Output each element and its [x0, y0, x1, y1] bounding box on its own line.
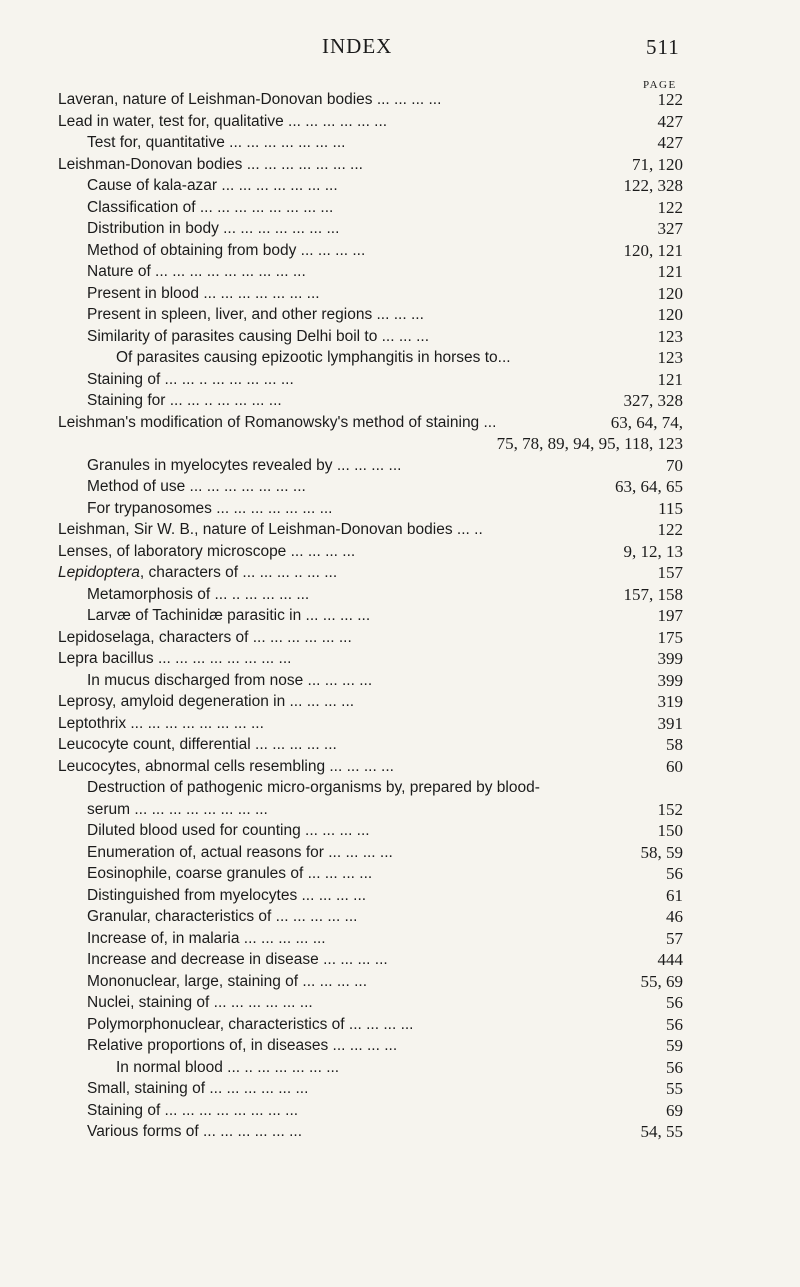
entry-label: Staining of ... ... .. ... ... ... ... ...: [87, 370, 294, 388]
entry-pages: 157: [657, 563, 683, 582]
entry-pages: 399: [657, 649, 683, 668]
index-entry: [0, 519, 800, 541]
entry-pages: 54, 55: [640, 1122, 683, 1141]
entry-label: Small, staining of ... ... ... ... ... ...: [87, 1080, 309, 1097]
index-entry: [0, 433, 800, 455]
entry-pages: 427: [657, 133, 683, 152]
entry-label-rest: , characters of ... ... ... .. ... ...: [139, 564, 338, 581]
index-entry: [0, 1100, 800, 1122]
entry-label: Various forms of ... ... ... ... ... ...: [87, 1123, 303, 1140]
index-entry: [0, 218, 800, 240]
entry-label: Similarity of parasites causing Delhi boil to ... ... ...: [87, 327, 429, 345]
entry-label: Enumeration of, actual reasons for ... ... ... ...: [87, 843, 393, 861]
entry-pages: 120: [657, 283, 683, 303]
entry-label: Mononuclear, large, staining of ... ... ... ...: [87, 972, 368, 990]
index-entry: [0, 562, 800, 584]
index-entry: [0, 584, 800, 606]
index-entry: [0, 240, 800, 262]
entry-pages: 60: [666, 756, 683, 776]
entry-pages: 55, 69: [640, 971, 683, 991]
entry-pages: 122: [657, 520, 683, 539]
entry-pages: 115: [658, 498, 683, 518]
entry-label: [58, 562, 337, 584]
entry-pages: 59: [666, 1036, 683, 1055]
entry-label: Present in blood ... ... ... ... ... ... ...: [87, 284, 320, 302]
entry-pages: 152: [657, 799, 683, 819]
index-entry: [0, 154, 800, 176]
index-entry: [0, 992, 800, 1014]
entry-label: Test for, quantitative ... ... ... ... ... ... ...: [87, 134, 346, 151]
entry-pages: 46: [666, 907, 683, 926]
entry-pages: 150: [657, 821, 683, 840]
entry-label: Cause of kala-azar ... ... ... ... ... ... ...: [87, 177, 338, 194]
entry-pages: 57: [666, 928, 683, 948]
page-column-label: PAGE: [643, 79, 677, 91]
entry-label: Increase and decrease in disease ... ... ... ...: [87, 951, 388, 968]
entry-label: Nuclei, staining of ... ... ... ... ... ...: [87, 994, 313, 1011]
entry-label: Method of use ... ... ... ... ... ... ...: [87, 478, 306, 495]
index-entries: [0, 89, 800, 1143]
entry-pages: 56: [666, 864, 683, 883]
entry-pages: 399: [657, 670, 683, 690]
running-title: INDEX: [322, 34, 393, 58]
index-entry: [0, 906, 800, 928]
index-entry: [0, 734, 800, 756]
entry-pages: 69: [666, 1100, 683, 1120]
entry-italic-term: Lepidoptera: [58, 564, 140, 581]
entry-pages: 121: [657, 369, 683, 389]
entry-label: Relative proportions of, in diseases ... ... ... ...: [87, 1037, 398, 1054]
entry-label: Present in spleen, liver, and other regions ... ... ...: [87, 306, 424, 323]
entry-label: Leucocyte count, differential ... ... ... ... ...: [58, 736, 337, 753]
entry-label: Nature of ... ... ... ... ... ... ... ... ...: [87, 263, 306, 280]
entry-label: Leptothrix ... ... ... ... ... ... ... ...: [58, 714, 264, 732]
entry-pages: 123: [657, 348, 683, 367]
entry-pages: 58, 59: [640, 842, 683, 862]
index-entry: [0, 799, 800, 821]
entry-pages: 327: [657, 219, 683, 238]
index-entry: [0, 842, 800, 864]
entry-pages: 120, 121: [623, 240, 683, 260]
entry-label: Destruction of pathogenic micro-organisms by, prepared by blood-: [87, 779, 540, 796]
entry-label: Diluted blood used for counting ... ... ... ...: [87, 822, 370, 839]
entry-pages: 327, 328: [623, 391, 683, 410]
entry-pages: 391: [657, 713, 683, 733]
entry-pages: 122: [657, 90, 683, 109]
entry-label: In mucus discharged from nose ... ... ... ...: [87, 671, 373, 689]
index-entry: [0, 691, 800, 713]
entry-label: Increase of, in malaria ... ... ... ... ...: [87, 929, 326, 947]
index-entry: [0, 175, 800, 197]
index-entry: [0, 820, 800, 842]
entry-label: Larvæ of Tachinidæ parasitic in ... ... ... ...: [87, 607, 371, 624]
index-entry: [0, 197, 800, 219]
index-entry: [0, 476, 800, 498]
entry-label: Lead in water, test for, qualitative ... ... ... ... ... ...: [58, 112, 388, 130]
entry-label: Of parasites causing epizootic lymphangitis in horses to...: [116, 349, 511, 366]
index-entry: [0, 1014, 800, 1036]
entry-pages: 9, 12, 13: [623, 541, 683, 561]
entry-label: Distribution in body ... ... ... ... ... ... ...: [87, 220, 340, 237]
entry-pages: 56: [666, 993, 683, 1012]
entry-pages: 56: [666, 1057, 683, 1077]
index-entry: [0, 89, 800, 111]
entry-pages: 175: [657, 627, 683, 647]
index-entry: [0, 1057, 800, 1079]
index-entry: [0, 756, 800, 778]
entry-label: Staining of ... ... ... ... ... ... ... ...: [87, 1101, 299, 1119]
index-entry: [0, 541, 800, 563]
entry-label: Metamorphosis of ... .. ... ... ... ...: [87, 585, 310, 603]
entry-pages: 56: [666, 1014, 683, 1034]
index-entry: [0, 971, 800, 993]
entry-label: serum ... ... ... ... ... ... ... ...: [87, 800, 268, 818]
page-number: 511: [646, 35, 680, 59]
index-entry: [0, 261, 800, 283]
index-entry: [0, 369, 800, 391]
index-entry: [0, 412, 800, 434]
index-entry: [0, 863, 800, 885]
entry-label: Leishman's modification of Romanowsky's method of staining ...: [58, 413, 497, 431]
entry-label: Leishman-Donovan bodies ... ... ... ... ... ... ...: [58, 155, 363, 173]
index-entry: [0, 777, 800, 799]
entry-label: Distinguished from myelocytes ... ... ... ...: [87, 886, 367, 904]
entry-pages: 122, 328: [623, 176, 683, 195]
index-entry: [0, 390, 800, 412]
entry-pages: 70: [666, 455, 683, 475]
entry-label: Granules in myelocytes revealed by ... ... ... ...: [87, 456, 402, 474]
entry-label: Granular, characteristics of ... ... ... ... ...: [87, 908, 358, 925]
index-entry: [0, 132, 800, 154]
entry-label: Laveran, nature of Leishman-Donovan bodies ... ... ... ...: [58, 91, 442, 108]
index-entry: [0, 648, 800, 670]
entry-label: Method of obtaining from body ... ... ... ...: [87, 241, 366, 259]
entry-pages: 122: [657, 197, 683, 217]
entry-pages: 121: [657, 262, 683, 281]
entry-label: For trypanosomes ... ... ... ... ... ... ...: [87, 499, 333, 517]
entry-pages: 63, 64, 65: [615, 477, 683, 496]
entry-pages: 197: [657, 606, 683, 625]
index-entry: [0, 1078, 800, 1100]
entry-label: Leprosy, amyloid degeneration in ... ... ... ...: [58, 693, 355, 710]
entry-label: Lepra bacillus ... ... ... ... ... ... ... ...: [58, 650, 292, 667]
entry-pages: 61: [666, 885, 683, 905]
index-entry: [0, 455, 800, 477]
entry-pages: 58: [666, 735, 683, 754]
index-entry: [0, 304, 800, 326]
entry-pages: 63, 64, 74,: [610, 412, 683, 432]
entry-label: Eosinophile, coarse granules of ... ... ... ...: [87, 865, 373, 882]
entry-pages: 120: [657, 305, 683, 324]
entry-label: In normal blood ... .. ... ... ... ... ...: [116, 1058, 340, 1076]
index-entry: [0, 347, 800, 369]
entry-pages: 319: [657, 692, 683, 711]
index-entry: [0, 326, 800, 348]
entry-label: Classification of ... ... ... ... ... ... ... ...: [87, 198, 334, 216]
entry-pages: 157, 158: [623, 584, 683, 604]
entry-label: Lenses, of laboratory microscope ... ... ... ...: [58, 542, 356, 560]
entry-label: Lepidoselaga, characters of ... ... ... ... ... ...: [58, 628, 352, 646]
index-entry: [0, 605, 800, 627]
index-entry: [0, 670, 800, 692]
index-entry: [0, 949, 800, 971]
index-entry: [0, 627, 800, 649]
entry-pages: 75, 78, 89, 94, 95, 118, 123: [496, 434, 683, 453]
page-header: [0, 34, 800, 64]
index-entry: [0, 713, 800, 735]
entry-pages: 123: [657, 326, 683, 346]
index-entry: [0, 111, 800, 133]
entry-label: Leishman, Sir W. B., nature of Leishman-Donovan bodies ... ..: [58, 521, 483, 538]
index-entry: [0, 885, 800, 907]
index-entry: [0, 283, 800, 305]
entry-pages: 55: [666, 1079, 683, 1098]
index-entry: [0, 1121, 800, 1143]
index-entry: [0, 1035, 800, 1057]
entry-pages: 427: [657, 111, 683, 131]
index-entry: [0, 928, 800, 950]
entry-label: Staining for ... ... .. ... ... ... ...: [87, 392, 282, 409]
entry-pages: 444: [657, 950, 683, 969]
index-entry: [0, 498, 800, 520]
entry-label: Leucocytes, abnormal cells resembling ... ... ... ...: [58, 757, 394, 775]
entry-label: Polymorphonuclear, characteristics of ... ... ... ...: [87, 1015, 414, 1033]
entry-pages: 71, 120: [632, 154, 683, 174]
